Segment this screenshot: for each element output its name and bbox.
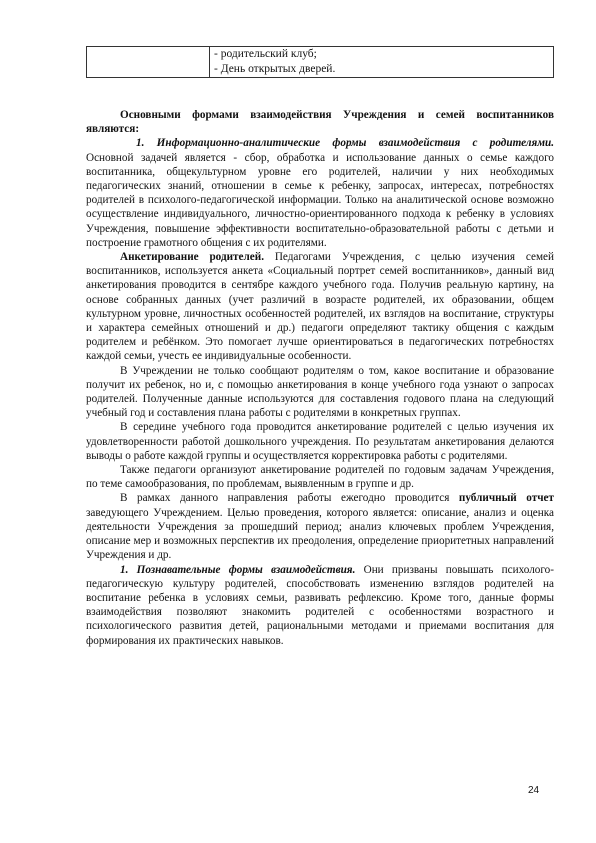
page-number: 24 xyxy=(528,785,540,796)
paragraph-public-report: В рамках данного направления работы ежегодно проводится публичный отчет заведующего Учреждением. Целью проведения, которого является: описание, анализ и оценка деятельности Учреждения за прошедший период; анализ ключевых проблем Учреждения, описание мер и возможных перспектив их преодоления, определение приоритетных направлений Учреждения и др. xyxy=(86,492,555,562)
paragraph-title: 1. Познавательные формы взаимодействия. xyxy=(120,563,356,576)
paragraph-text: Они призваны повышать психолого-педагогическую культуру родителей, способствовать изменению взглядов родителей на воспитание ребенка в условиях семьи, развивать рефлексию. Кроме того, данные формы взаимодействия позволяют знакомить родителей с особенностями возрастного и психологического развития детей, рациональными методами и приемами воспитания для формирования их практических навыков. xyxy=(86,563,554,647)
paragraph-title: 1. Информационно-аналитические формы взаимодействия с родителями. xyxy=(136,137,554,150)
paragraph-title: Анкетирование родителей. xyxy=(120,251,264,264)
paragraph-midyear: В середине учебного года проводится анкетирование родителей с целью изучения их удовлетворенности работой дошкольного учреждения. По результатам анкетирования делаются выводы о работе каждой группы и осуществляется корректировка работы с родителями. xyxy=(86,421,554,462)
table-cell-forms xyxy=(210,47,554,78)
table-row xyxy=(87,47,554,78)
paragraph-tasks: Также педагоги организуют анкетирование родителей по годовым задачам Учреждения, по теме самообразования, по проблемам, выявленным в группе и др. xyxy=(86,464,554,491)
paragraph-text: Педагогами Учреждения, с целью изучения семей воспитанников, используется анкета «Социальный портрет семей воспитанников», данный вид анкетирования проводится в сентябре каждого учебного года. Получив реальную картину, на основе собранных данных (учет различий в возрасте родителей, их образовании, общем культурном уровне, личностных особенностей родителей, их взглядов на воспитание, структуры и характера семейных отношений и др.) педагоги определяют тактику общения с каждым родителем и ребёнком. Это помогает лучше ориентироваться в педагогических потребностях каждой семьи, учесть ее индивидуальные особенности. xyxy=(86,251,554,363)
document-body xyxy=(86,108,554,648)
table-cell-empty xyxy=(87,47,210,78)
paragraph-info-analytic xyxy=(86,136,554,250)
table-line-parent-club: - родительский клуб; xyxy=(214,48,317,60)
table-line-open-day: - День открытых дверей. xyxy=(214,63,336,75)
paragraph-survey xyxy=(86,250,554,364)
section-heading: Основными формами взаимодействия Учреждения и семей воспитанников являются: xyxy=(86,109,554,136)
paragraph-cognitive xyxy=(86,563,554,648)
paragraph-requests: В Учреждении не только сообщают родителям о том, какое воспитание и образование получит их ребенок, но и, с помощью анкетирования в конце учебного года узнают о запросах родителей. Полученные данные используются для составления годового плана на следующий учебный год и составления плана работы с родителями в конкретных группах. xyxy=(86,364,554,420)
paragraph-text: Основной задачей является - сбор, обработка и использование данных о семье каждого воспитанника, общекультурном уровне его родителей, наличии у них необходимых педагогических знаний, отношении в семье к ребенку, запросах, интересах, потребностях родителей в психолого-педагогической информации. Только на аналитической основе возможно осуществление индивидуального, личностно-ориентированного подхода к ребенку в условиях Учреждения, повышение эффективности воспитательно-образовательной работы с детьми и построение грамотного общения с их родителями. xyxy=(86,151,554,249)
public-report-bold: публичный отчет xyxy=(458,492,555,505)
forms-table xyxy=(86,46,554,78)
